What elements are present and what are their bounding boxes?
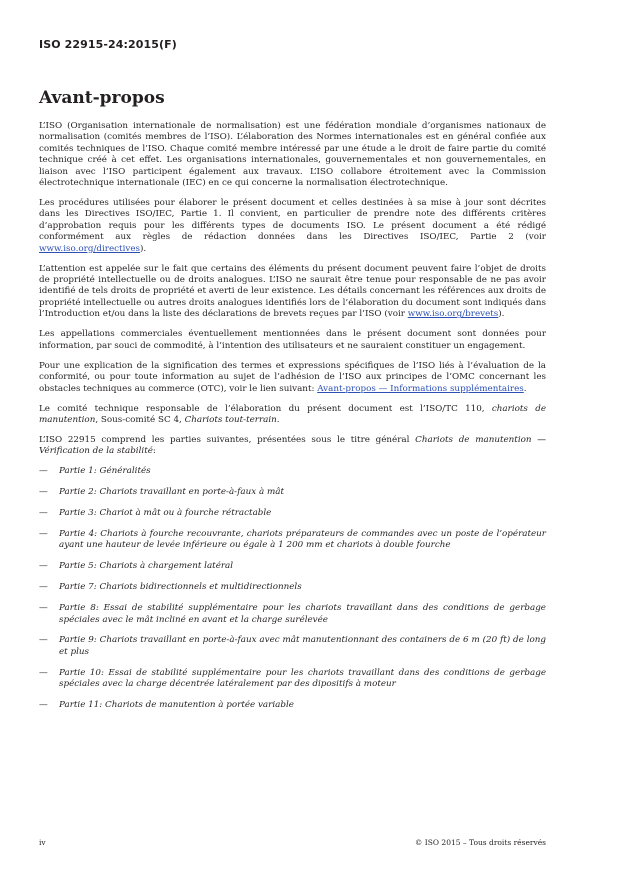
page-footer bbox=[39, 838, 546, 847]
list-item: — Partie 4: Chariots à fourche recouvrante, chariots préparateurs de commandes avec un poste de l’opérateur ayant une hauteur de levée inférieure ou égale à 1 200 mm et chariots à double fourche bbox=[39, 529, 546, 551]
list-item: — Partie 8: Essai de stabilité supplémentaire pour les chariots travaillant dans des conditions de gerbage spéciales avec le mât incliné en avant et la charge surélevée bbox=[39, 603, 546, 625]
patents-link[interactable]: www.iso.org/brevets bbox=[407, 309, 499, 320]
list-item: — Partie 1: Généralités bbox=[39, 466, 151, 477]
parts-list bbox=[39, 466, 546, 711]
paragraph-patents: L’attention est appelée sur le fait que certains des éléments du présent document peuvent faire l’objet de droits de propriété intellectuelle ou de droits analogues. L’ISO ne saurait être tenue pour responsable de ne pas avoir identifié de tels droits de propriété et averti de leur existence. Les détails concernant les références aux droits de propriété intellectuelle ou autres droits analogues identifiés lors de l’élaboration du document sont indiqués dans l’Introduction et/ou dans la liste des déclarations de brevets reçues par l’ISO (voir www.iso.org/brevets). bbox=[39, 263, 546, 320]
paragraph-trade-names: Les appellations commerciales éventuellement mentionnées dans le présent document sont données pour information, par souci de commodité, à l’intention des utilisateurs et ne sauraient constituer un engagement. bbox=[39, 329, 546, 351]
page-number: iv bbox=[39, 838, 46, 847]
paragraph-iso-intro: L’ISO (Organisation internationale de normalisation) est une fédération mondiale d’organismes nationaux de normalisation (comités membres de l’ISO). L’élaboration des Normes internationales est en général confiée aux comités techniques de l’ISO. Chaque comité membre intéressé par une étude a le droit de faire partie du comité technique créé à cet effet. Les organisations internationales, gouvernementales et non gouvernementales, en liaison avec l’ISO participent également aux travaux. L’ISO collabore étroitement avec la Commission électrotechnique internationale (IEC) en ce qui concerne la normalisation électrotechnique. bbox=[39, 121, 546, 189]
list-item: — Partie 11: Chariots de manutention à portée variable bbox=[39, 700, 294, 711]
paragraph-procedures: Les procédures utilisées pour élaborer le présent document et celles destinées à sa mise à jour sont décrites dans les Directives ISO/IEC, Partie 1. Il convient, en particulier de prendre note des différents critères d’approbation requis pour les différents types de documents ISO. Le présent document a été rédigé conformément aux règles de rédaction données dans les Directives ISO/IEC, Partie 2 (voir www.iso.org/directives). bbox=[39, 198, 546, 254]
list-item: — Partie 10: Essai de stabilité supplémentaire pour les chariots travaillant dans des conditions de gerbage spéciales avec la charge décentrée latéralement par des dipositifs à moteur bbox=[39, 667, 546, 690]
list-item: — Partie 7: Chariots bidirectionnels et multidirectionnels bbox=[39, 582, 302, 593]
list-item: — Partie 3: Chariot à mât ou à fourche rétractable bbox=[39, 508, 272, 519]
document-header: ISO 22915-24:2015(F) bbox=[39, 38, 177, 51]
list-item: — Partie 9: Chariots travaillant en porte-à-faux avec mât manutentionnant des containers de 6 m (20 ft) de long et plus bbox=[39, 635, 546, 657]
foreword-info-link[interactable]: Avant-propos — Informations supplémentaires bbox=[317, 383, 524, 394]
document-body bbox=[39, 121, 546, 721]
page-title: Avant-propos bbox=[39, 88, 165, 108]
paragraph-parts-intro: L’ISO 22915 comprend les parties suivantes, présentées sous le titre général Chariots de manutention — Vérification de la stabilité: bbox=[39, 434, 546, 457]
list-item: — Partie 2: Chariots travaillant en porte-à-faux à mât bbox=[39, 487, 284, 498]
paragraph-committee: Le comité technique responsable de l’élaboration du présent document est l’ISO/TC 110, chariots de manutention, Sous-comité SC 4, Chariots tout-terrain. bbox=[39, 403, 546, 425]
copyright-notice: © ISO 2015 – Tous droits réservés bbox=[414, 838, 546, 847]
paragraph-conformity: Pour une explication de la signification des termes et expressions spécifiques de l’ISO liés à l’évaluation de la conformité, ou pour toute information au sujet de l’adhésion de l’ISO aux principes de l’OMC concernant les obstacles techniques au commerce (OTC), voir le lien suivant: Avant-propos — Informations supplémentaires. bbox=[39, 360, 546, 394]
directives-link[interactable]: www.iso.org/directives bbox=[39, 243, 140, 254]
list-item: — Partie 5: Chariots à chargement latéral bbox=[39, 561, 234, 572]
